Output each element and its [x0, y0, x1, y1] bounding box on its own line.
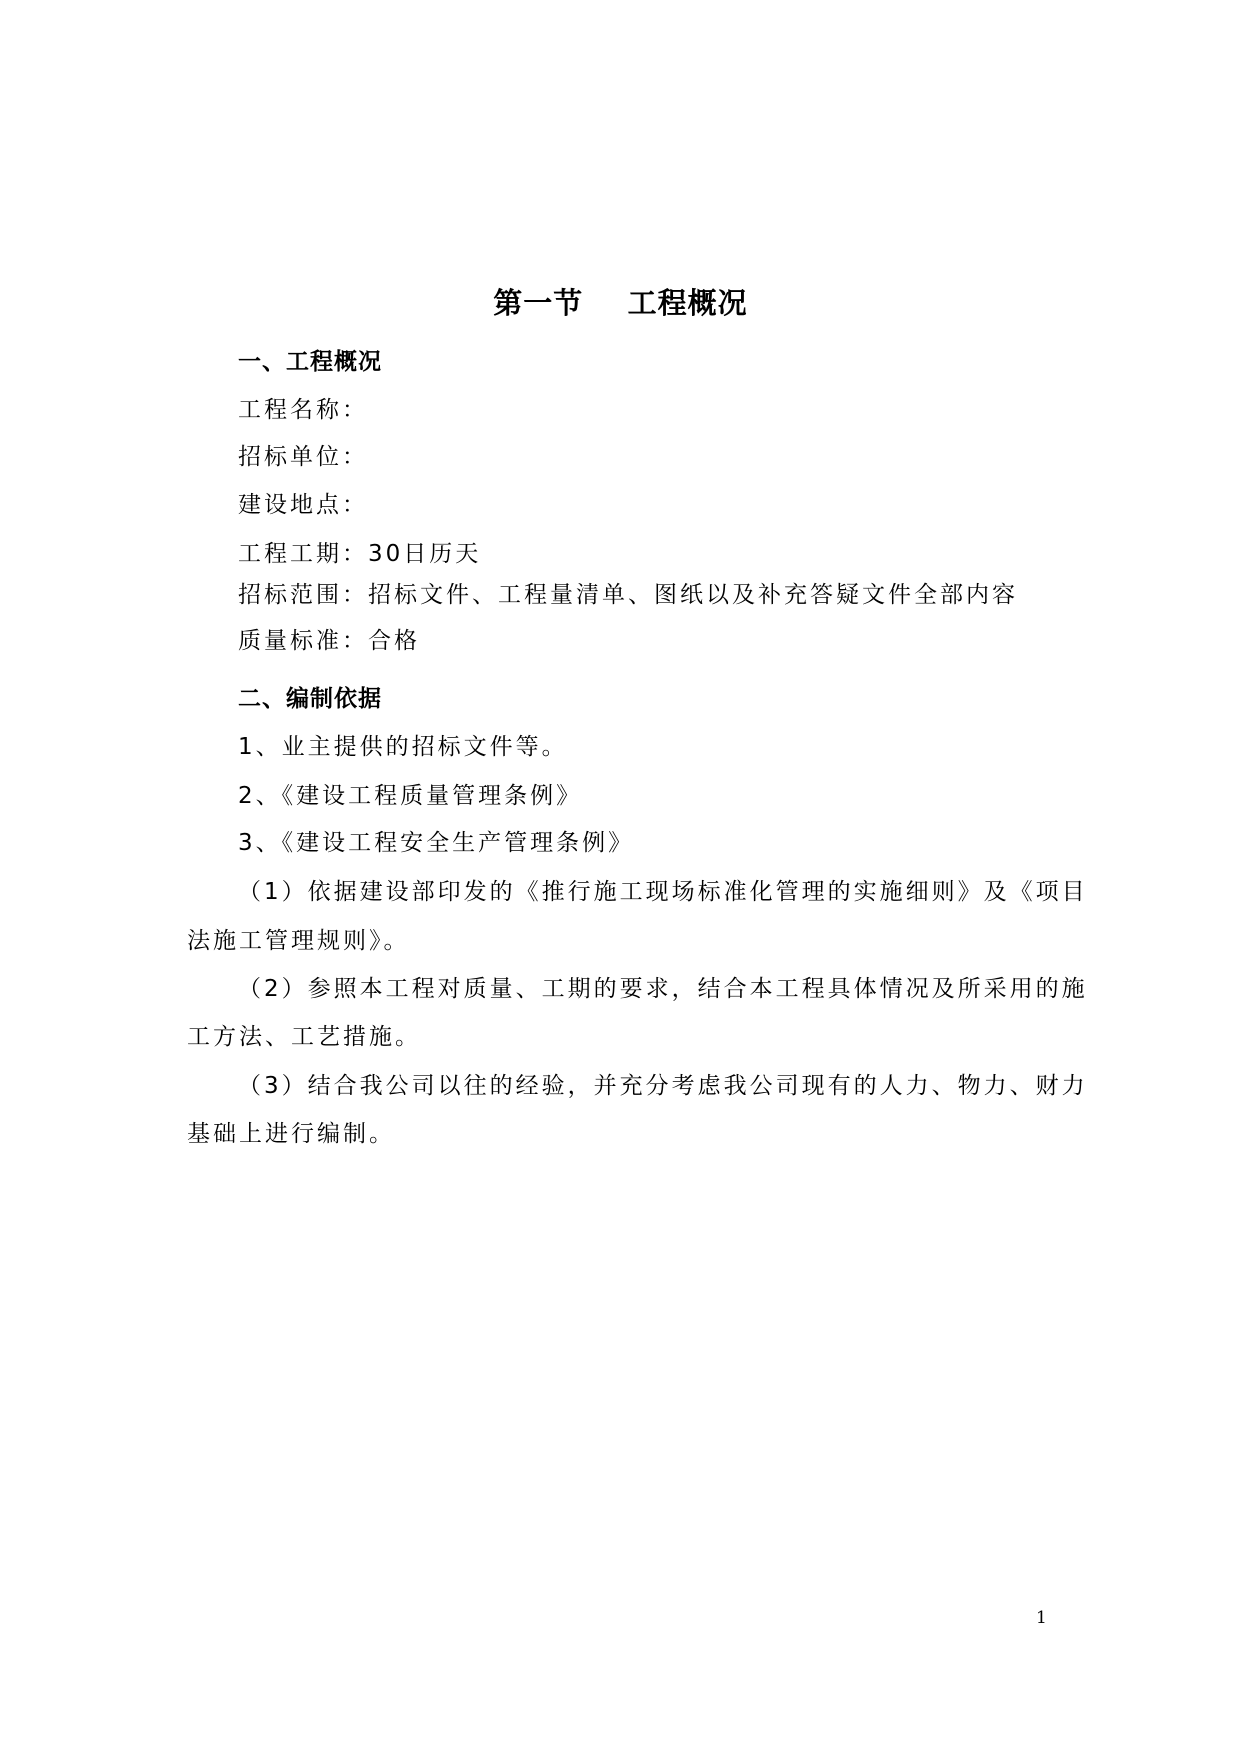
project-name-line: 工程名称： [238, 397, 368, 423]
basis-item-3: 3、《建设工程安全生产管理条例》 [238, 830, 635, 856]
basis-paragraph-1-line-2: 法施工管理规则》。 [187, 928, 410, 954]
basis-item-1: 1、业主提供的招标文件等。 [238, 734, 568, 760]
basis-paragraph-2-line-1: （2）参照本工程对质量、工期的要求，结合本工程具体情况及所采用的施 [238, 976, 1088, 1002]
page-title: 第一节 工程概况 [493, 286, 748, 320]
quality-standard-line: 质量标准：合格 [238, 628, 420, 654]
basis-paragraph-2-line-2: 工方法、工艺措施。 [187, 1024, 421, 1050]
bidding-unit-line: 招标单位： [238, 444, 368, 470]
page-number: 1 [1036, 1608, 1047, 1628]
section-heading-basis: 二、编制依据 [238, 686, 382, 712]
construction-site-line: 建设地点： [238, 492, 368, 518]
bidding-scope-line: 招标范围：招标文件、工程量清单、图纸以及补充答疑文件全部内容 [238, 582, 1018, 608]
basis-item-2: 2、《建设工程质量管理条例》 [238, 783, 583, 809]
basis-paragraph-3-line-2: 基础上进行编制。 [187, 1121, 395, 1147]
basis-paragraph-1-line-1: （1）依据建设部印发的《推行施工现场标准化管理的实施细则》及《项目 [238, 879, 1088, 905]
section-heading-overview: 一、工程概况 [238, 349, 382, 375]
project-duration-line: 工程工期：30日历天 [238, 541, 482, 567]
basis-paragraph-3-line-1: （3）结合我公司以往的经验，并充分考虑我公司现有的人力、物力、财力 [238, 1073, 1088, 1099]
